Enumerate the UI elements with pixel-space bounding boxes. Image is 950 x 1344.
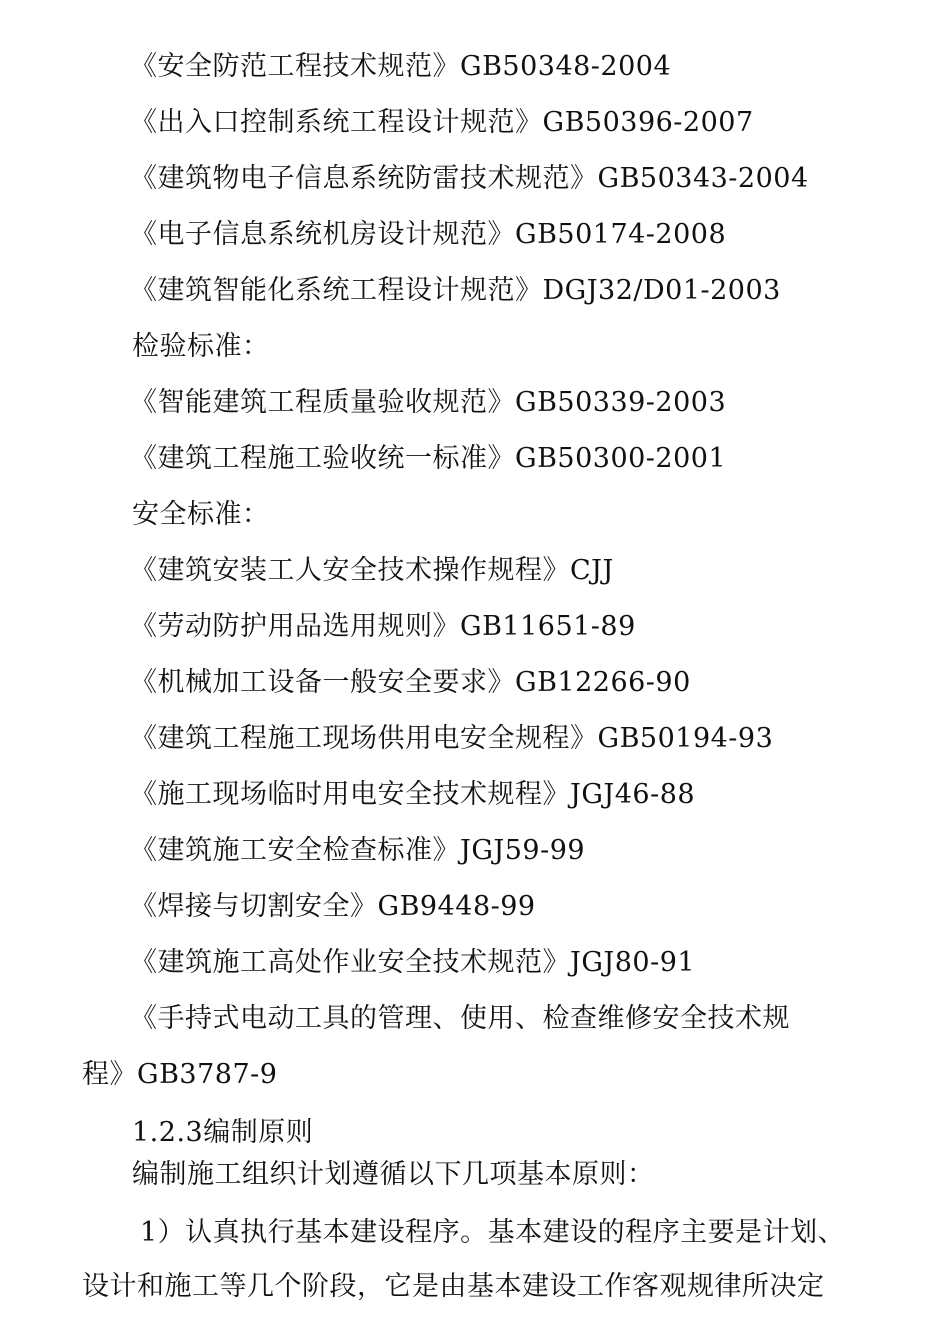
standard-reference: 《智能建筑工程质量验收规范》GB50339-2003: [130, 387, 727, 418]
standard-reference: 《手持式电动工具的管理、使用、检查维修安全技术规: [130, 1003, 790, 1034]
standard-reference-continuation: 程》GB3787-9: [82, 1059, 278, 1090]
inspection-standards-heading: 检验标准：: [132, 331, 270, 362]
standard-reference: 《建筑工程施工验收统一标准》GB50300-2001: [130, 443, 727, 474]
section-intro: 编制施工组织计划遵循以下几项基本原则：: [132, 1159, 655, 1190]
standard-reference: 《机械加工设备一般安全要求》GB12266-90: [130, 667, 691, 698]
principle-paragraph-continuation: 设计和施工等几个阶段，它是由基本建设工作客观规律所决定: [82, 1271, 825, 1302]
principle-paragraph: 1）认真执行基本建设程序。基本建设的程序主要是计划、: [140, 1217, 846, 1248]
standard-reference: 《施工现场临时用电安全技术规程》JGJ46-88: [130, 779, 696, 810]
standard-reference: 《出入口控制系统工程设计规范》GB50396-2007: [130, 107, 754, 138]
standard-reference: 《建筑施工高处作业安全技术规范》JGJ80-91: [130, 947, 696, 978]
standard-reference: 《建筑安装工人安全技术操作规程》CJJ: [130, 555, 614, 586]
standard-reference: 《电子信息系统机房设计规范》GB50174-2008: [130, 219, 727, 250]
standard-reference: 《建筑工程施工现场供用电安全规程》GB50194-93: [130, 723, 774, 754]
section-heading: 1.2.3编制原则: [132, 1117, 314, 1148]
standard-reference: 《建筑施工安全检查标准》JGJ59-99: [130, 835, 586, 866]
safety-standards-heading: 安全标准：: [132, 499, 270, 530]
standard-reference: 《建筑物电子信息系统防雷技术规范》GB50343-2004: [130, 163, 809, 194]
standard-reference: 《焊接与切割安全》GB9448-99: [130, 891, 536, 922]
standard-reference: 《建筑智能化系统工程设计规范》DGJ32/D01-2003: [130, 275, 781, 306]
standard-reference: 《劳动防护用品选用规则》GB11651-89: [130, 611, 636, 642]
standard-reference: 《安全防范工程技术规范》GB50348-2004: [130, 51, 672, 82]
